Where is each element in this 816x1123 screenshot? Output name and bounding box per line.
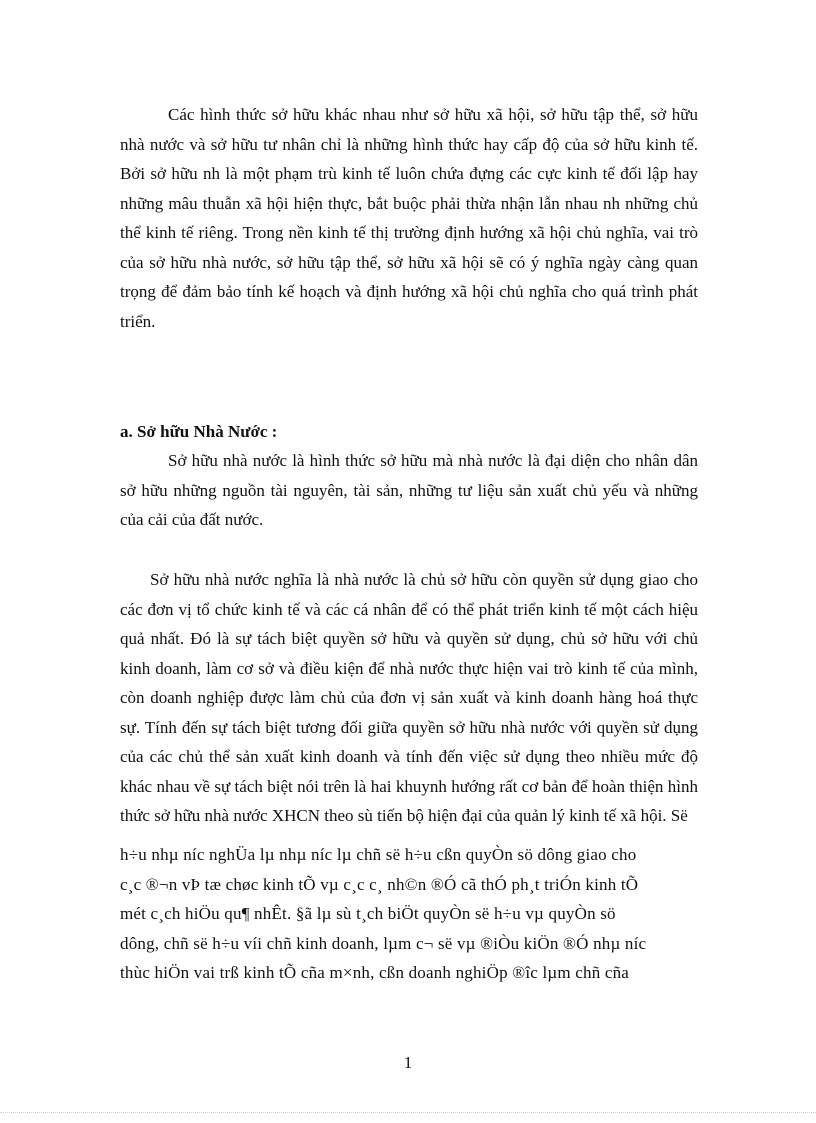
paragraph-state-ownership-meaning: Sở hữu nhà nước nghĩa là nhà nước là chủ sở hữu còn quyền sử dụng giao cho các đơn vị tổ chức kinh tế và các cá nhân để có thể phát triển kinh tế một cách hiệu quả nhất. Đó là sự tách biệt quyền sở hữu và quyền sử dụng, chủ sở hữu với chủ kinh doanh, làm cơ sở và điều kiện để nhà nước thực hiện vai trò kinh tế của mình, còn doanh nghiệp được làm chủ của đơn vị sản xuất và kinh doanh hàng hoá thực sự. Tính đến sự tách biệt tương đối giữa quyền sở hữu nhà nước với quyền sử dụng của các chủ thể sản xuất kinh doanh và tính đến việc sử dụng theo nhiều mức độ khác nhau về sự tách biệt nói trên là hai khuynh hướng rất cơ bản để hoàn thiện hình thức sở hữu nhà nước XHCN theo sù tiến bộ hiện đại của quản lý kinh tế xã hội. Së — [120, 570, 698, 825]
garbled-line: mét c¸ch hiÖu qu¶ nhÊt. §ã lµ sù t¸ch biÖt quyÒn së h÷u vµ quyÒn sö — [120, 904, 616, 923]
garbled-line: dông, chñ së h÷u víi chñ kinh doanh, lµm c¬ së vµ ®iÒu kiÖn ®Ó nhµ níc — [120, 933, 647, 953]
garbled-text-block — [120, 840, 698, 988]
paragraph-state-ownership-definition: Sở hữu nhà nước là hình thức sở hữu mà nhà nước là đại diện cho nhân dân sở hữu những nguồn tài nguyên, tài sản, những tư liệu sản xuất chủ yếu và những của cải của đất nước. — [120, 451, 698, 529]
garbled-line: thùc hiÖn vai trß kinh tÕ cña m×nh, cßn doanh nghiÖp ®îc lµm chñ cña — [120, 963, 630, 982]
section-heading-state-ownership: a. Sở hữu Nhà Nước : — [120, 422, 278, 441]
garbled-line: h÷u nhµ níc nghÜa lµ nhµ níc lµ chñ së h÷u cßn quyÒn sö dông giao cho — [120, 845, 637, 864]
page-bottom-divider — [0, 1112, 816, 1113]
paragraph-ownership-forms: Các hình thức sở hữu khác nhau như sở hữu xã hội, sở hữu tập thể, sở hữu nhà nước và sở hữu tư nhân chỉ là những hình thức hay cấp độ của sở hữu kinh tế. Bởi sở hữu nh là một phạm trù kinh tế luôn chứa đựng các cực kinh tế đối lập hay những mâu thuẫn xã hội hiện thực, bắt buộc phải thừa nhận lẫn nhau nh những chủ thể kinh tế riêng. Trong nền kinh tế thị trường định hướng xã hội chủ nghĩa, vai trò của sở hữu nhà nước, sở hữu tập thể, sở hữu xã hội sẽ có ý nghĩa ngày càng quan trọng để đảm bảo tính kế hoạch và định hướng xã hội chủ nghĩa cho quá trình phát triển. — [120, 105, 698, 331]
garbled-line: c¸c ®¬n vÞ tæ chøc kinh tÕ vµ c¸c c¸ nh©n ®Ó cã thÓ ph¸t triÓn kinh tÕ — [120, 874, 639, 894]
page-number: 1 — [403, 1053, 413, 1072]
